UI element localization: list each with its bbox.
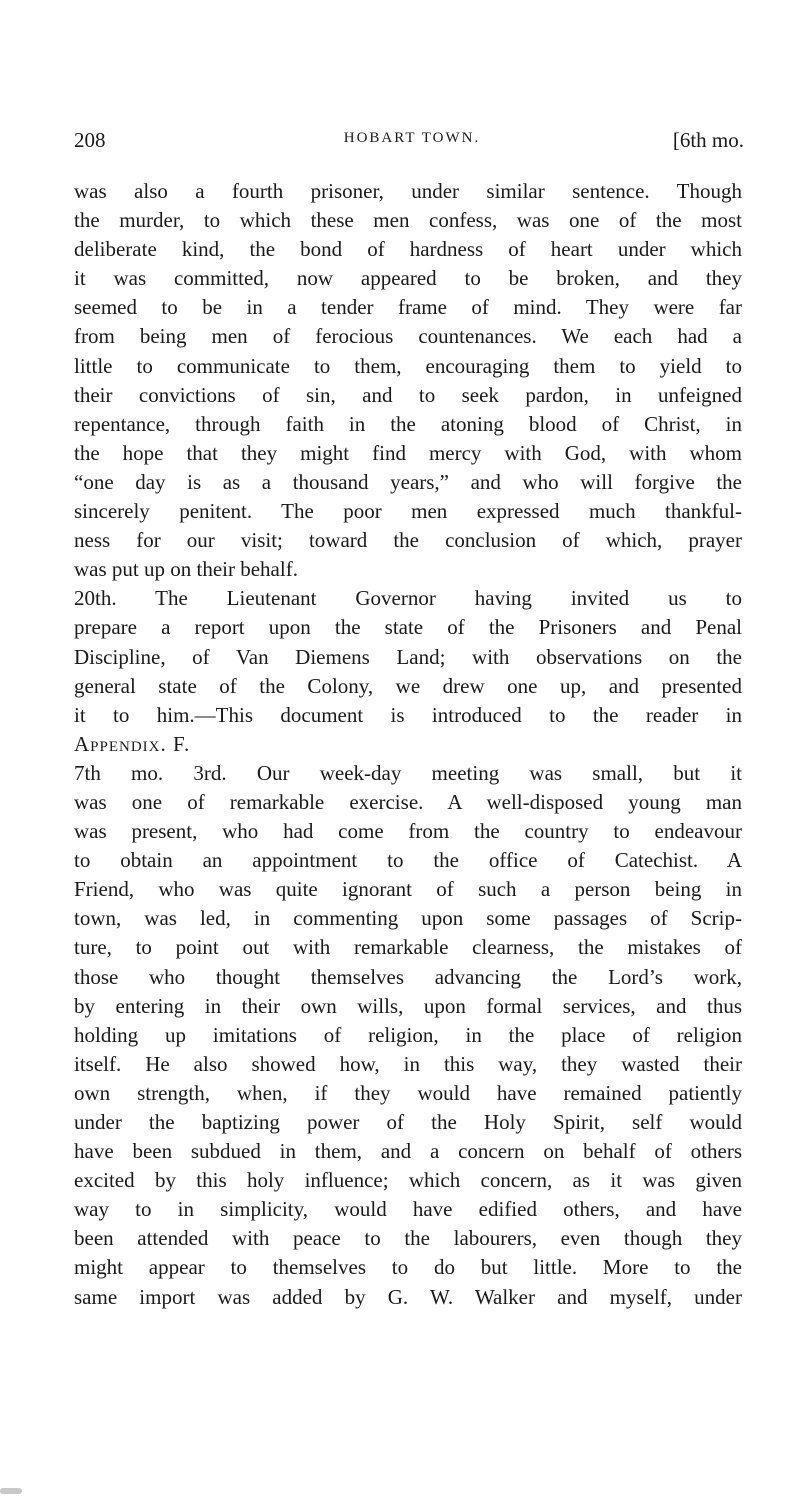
text-line: deliberate kind, the bond of hardness of heart under which	[74, 237, 742, 262]
text-line: the murder, to which these men confess, was one of the most	[74, 208, 742, 233]
text-line: holding up imitations of religion, in the place of religion	[74, 1022, 742, 1047]
text-line: have been subdued in them, and a concern on behalf of others	[74, 1139, 742, 1164]
text-line: it was committed, now appeared to be broken, and they	[74, 266, 742, 291]
text-line: their convictions of sin, and to seek pardon, in unfeigned	[74, 382, 742, 407]
text-line: “one day is as a thousand years,” and who will forgive the	[74, 469, 742, 494]
text-line: itself. He also showed how, in this way, they wasted their	[74, 1051, 742, 1076]
appendix-reference: Appendix. F.	[74, 731, 191, 756]
text-line: same import was added by G. W. Walker and myself, under	[74, 1284, 742, 1309]
body-text	[74, 177, 742, 1312]
text-line: general state of the Colony, we drew one up, and presented	[74, 673, 742, 698]
text-line: been attended with peace to the labourers, even though they	[74, 1226, 742, 1251]
text-line: own strength, when, if they would have remained patiently	[74, 1080, 742, 1105]
text-line: was present, who had come from the country to endeavour	[74, 819, 742, 844]
text-line: ture, to point out with remarkable clearness, the mistakes of	[74, 935, 742, 960]
text-line: might appear to themselves to do but little. More to the	[74, 1255, 742, 1280]
page-header	[74, 128, 744, 162]
text-line: excited by this holy influence; which concern, as it was given	[74, 1168, 742, 1193]
text-line: 20th. The Lieutenant Governor having invited us to	[74, 586, 742, 611]
text-line: ness for our visit; toward the conclusion of which, prayer	[74, 528, 742, 553]
text-line: little to communicate to them, encouraging them to yield to	[74, 353, 742, 378]
text-line: sincerely penitent. The poor men expressed much thankful-	[74, 499, 742, 524]
text-line: prepare a report upon the state of the Prisoners and Penal	[74, 615, 742, 640]
date-marker: [6th mo.	[672, 128, 744, 152]
text-line: under the baptizing power of the Holy Spirit, self would	[74, 1110, 742, 1134]
text-line: was one of remarkable exercise. A well-disposed young man	[74, 789, 742, 814]
text-line: Friend, who was quite ignorant of such a person being in	[74, 877, 742, 902]
text-line: repentance, through faith in the atoning blood of Christ, in	[74, 411, 742, 436]
text-line: was also a fourth prisoner, under similar sentence. Though	[74, 179, 742, 203]
text-line: to obtain an appointment to the office of Catechist. A	[74, 848, 742, 873]
text-line: seemed to be in a tender frame of mind. They were far	[74, 295, 742, 320]
text-line: from being men of ferocious countenances. We each had a	[74, 324, 742, 349]
text-line: by entering in their own wills, upon formal services, and thus	[74, 993, 742, 1018]
scan-smudge	[0, 1488, 22, 1494]
page-number: 208	[74, 128, 106, 152]
text-line: the hope that they might find mercy with God, with whom	[74, 440, 742, 465]
text-line: town, was led, in commenting upon some passages of Scrip-	[74, 906, 742, 931]
running-head: HOBART TOWN.	[343, 130, 481, 146]
text-line: Discipline, of Van Diemens Land; with observations on the	[74, 644, 742, 669]
text-line: it to him.—This document is introduced to the reader in	[74, 702, 742, 727]
text-line: 7th mo. 3rd. Our week-day meeting was small, but it	[74, 760, 742, 785]
text-line: was put up on their behalf.	[74, 557, 298, 582]
text-line: way to in simplicity, would have edified others, and have	[74, 1197, 742, 1222]
text-line: those who thought themselves advancing the Lord’s work,	[74, 964, 742, 989]
